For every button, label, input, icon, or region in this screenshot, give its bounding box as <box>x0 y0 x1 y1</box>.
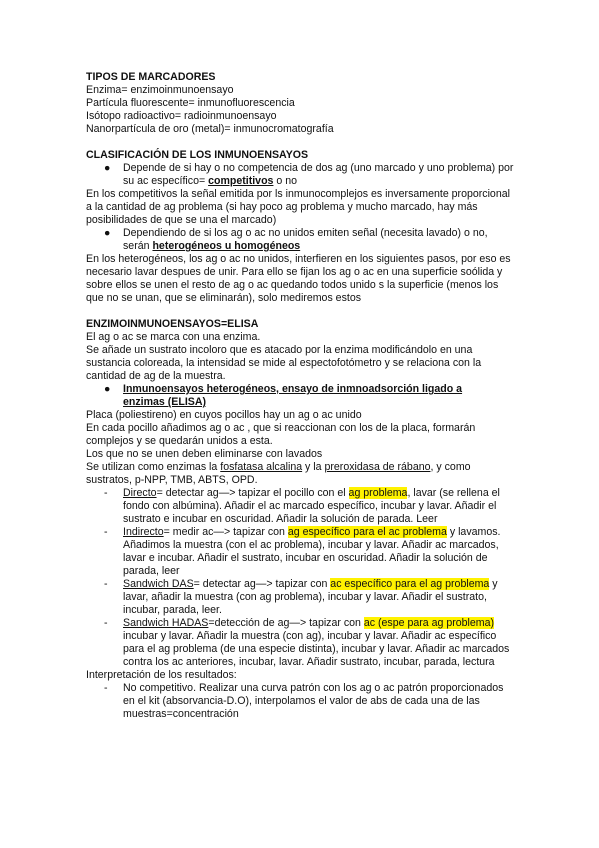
text-run: Se utilizan como enzimas la <box>86 461 221 473</box>
heading-tipos-marcadores: TIPOS DE MARCADORES <box>86 71 216 83</box>
text-run: = medir ac—> tapizar con <box>163 526 288 538</box>
paragraph: Los que no se unen deben eliminarse con lavados <box>86 448 323 460</box>
dash-item-directo <box>86 487 516 526</box>
bullet-text: Dependiendo de si los ag o ac no unidos emiten señal (necesita lavado) o no, serán <box>123 227 488 252</box>
marker-line: Enzima= enzimoinmunoensayo <box>86 84 234 96</box>
dash-item-sandwich-hadas <box>86 617 516 669</box>
highlight-ac-espe: ac (espe para ag problema) <box>363 617 495 629</box>
spacer <box>86 305 516 318</box>
marker-line: Isótopo radioactivo= radioinmunoensayo <box>86 110 277 122</box>
text-run: = detectar ag—> tapizar el pocillo con el <box>156 487 349 499</box>
text-run: , lavar (se rellena el fondo con albúmina). Añadir el ac marcado específico, incubar y lavar. Añadir el sustrato e incubar en oscuridad. Añadir la solución de parada. Leer <box>123 487 500 525</box>
dash-mark: - <box>104 578 108 590</box>
text-run: incubar y lavar. Añadir la muestra (con ag), incubar y lavar. Añadir ac específico para el ag problema (de una especie distinta), incubar y lavar. Añadir ac marcados contra los ac anteriores, incubar, lavar. Añadir sustrato, incubar, parada, lectura <box>123 630 510 668</box>
paragraph: En cada pocillo añadimos ag o ac , que si reaccionan con los de la placa, formarán complejos y se quedarán unidos a esta. <box>86 422 476 447</box>
document-body <box>86 71 516 721</box>
dash-mark: - <box>104 682 108 694</box>
term-fosfatasa: fosfatasa alcalina <box>220 461 303 473</box>
term-heterogeneos: heterogéneos u homogéneos <box>152 240 301 252</box>
term-competitivos: competitivos <box>208 175 274 187</box>
heading-clasificacion: CLASIFICACIÓN DE LOS INMUNOENSAYOS <box>86 149 309 161</box>
highlight-ag-especifico: ag específico para el ac problema <box>287 526 447 538</box>
term-sandwich-das: Sandwich DAS <box>123 578 194 590</box>
bullet-dot-icon: ● <box>104 227 111 239</box>
paragraph: Interpretación de los resultados: <box>86 669 237 681</box>
heading-elisa: ENZIMOINMUNOENSAYOS=ELISA <box>86 318 259 330</box>
bullet-text: o no <box>273 175 297 187</box>
bullet-dot-icon: ● <box>104 162 111 174</box>
paragraph: Placa (poliestireno) en cuyos pocillos hay un ag o ac unido <box>86 409 362 421</box>
paragraph <box>86 461 516 487</box>
text-run: y lavar, añadir la muestra (con ag problema), incubar y lavar. Añadir el sustrato, incubar, parada, leer. <box>123 578 498 616</box>
paragraph: Se añade un sustrato incoloro que es atacado por la enzima modificándolo en una sustancia coloreada, la intensidad se mide al espectofotómetro y se relaciona con la cantidad de ag de la muestra. <box>86 344 482 382</box>
marker-line: Partícula fluorescente= inmunofluorescencia <box>86 97 295 109</box>
dash-item-indirecto <box>86 526 516 578</box>
bullet-item-competitivos <box>86 162 516 188</box>
text-run: = detectar ag—> tapizar con <box>193 578 331 590</box>
term-peroxidasa: preroxidasa de rábano <box>324 461 431 473</box>
dash-item-no-competitivo <box>86 682 516 721</box>
bullet-item-heterogeneos <box>86 227 516 253</box>
term-indirecto: Indirecto <box>123 526 164 538</box>
highlight-ac-especifico: ac específico para el ag problema <box>330 578 490 590</box>
paragraph: En los heterogéneos, los ag o ac no unidos, interfieren en los siguientes pasos, por eso es necesario lavar despues de unir. Para ello se fijan los ag o ac en una superficie soólida y sobre ellos se unen el resto de ag o ac quedando todos unido s la superficie (menos los que no se unan, que se eliminarán), solo mediremos estos <box>86 253 511 304</box>
text-run: , y como sustratos, p-NPP, TMB, ABTS, OPD. <box>86 461 471 486</box>
text-run: No competitivo. Realizar una curva patrón con los ag o ac patrón proporcionados en el kit (absorvancia-D.O), interpolamos el valor de abs de cada una de las muestras=concentración <box>123 682 504 720</box>
text-run: y lavamos. Añadimos la muestra (con el ac problema), incubar y lavar. Añadir ac marcados, lavar e incubar. Añadir el sustrato, incubar en oscuridad. Añadir la solución de parada, leer <box>123 526 501 577</box>
marker-line: Nanorpartícula de oro (metal)= inmunocromatografía <box>86 123 334 135</box>
term-directo: Directo <box>123 487 157 499</box>
text-run: y la <box>302 461 325 473</box>
dash-mark: - <box>104 617 108 629</box>
term-elisa: Inmunoensayos heterogéneos, ensayo de inmnoadsorción ligado a enzimas (ELISA) <box>123 383 463 408</box>
bullet-item-elisa <box>86 383 516 409</box>
bullet-dot-icon: ● <box>104 383 111 395</box>
dash-mark: - <box>104 487 108 499</box>
dash-mark: - <box>104 526 108 538</box>
dash-item-sandwich-das <box>86 578 516 617</box>
highlight-ag-problema: ag problema <box>348 487 408 499</box>
paragraph: En los competitivos la señal emitida por ls inmunocomplejos es inversamente proporcional a la cantidad de ag problema (si hay poco ag problema y mucho marcado, hay más posibilidades de que se una el marcado) <box>86 188 510 226</box>
text-run: =detección de ag—> tapizar con <box>208 617 364 629</box>
spacer <box>86 136 516 149</box>
term-sandwich-hadas: Sandwich HADAS <box>123 617 209 629</box>
bullet-text: Depende de si hay o no competencia de dos ag (uno marcado y uno problema) por su ac específico= <box>123 162 514 187</box>
paragraph: El ag o ac se marca con una enzima. <box>86 331 261 343</box>
